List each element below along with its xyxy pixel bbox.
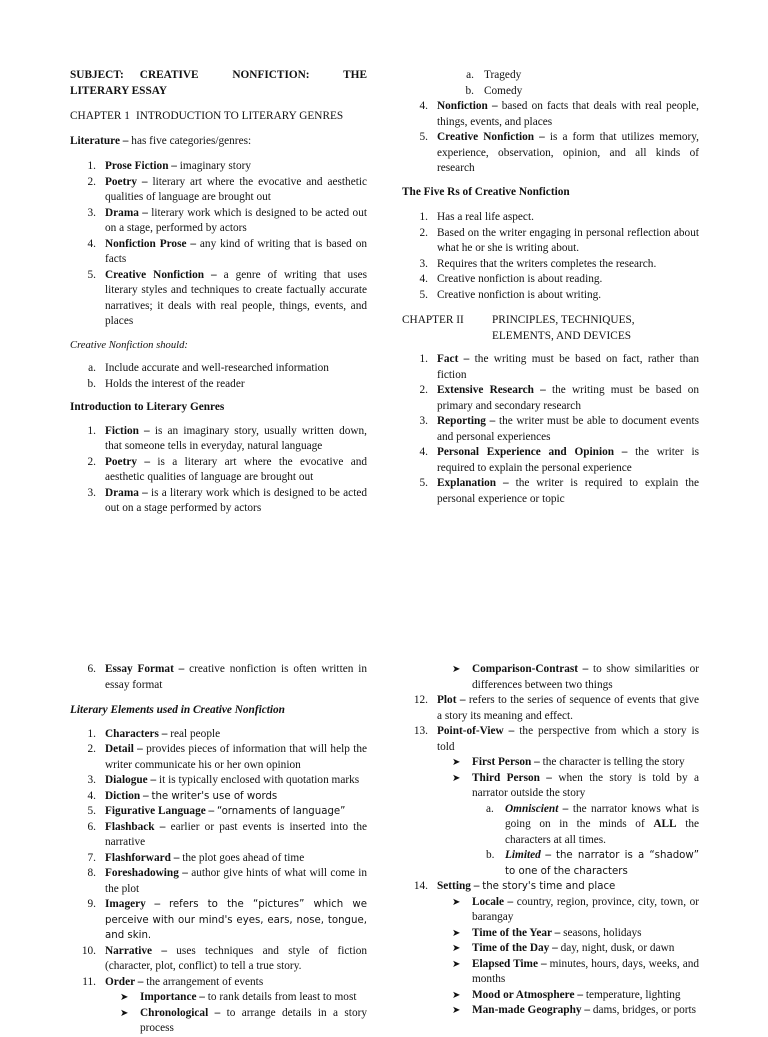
five-rs-list — [402, 210, 699, 303]
list-item: 2. Based on the writer engaging in personal reflection about what he or she is writing about. — [419, 226, 699, 254]
list-item: ➤ Time of the Year – seasons, holidays — [402, 926, 699, 942]
list-item: 3. Reporting – the writer must be able to document events and personal experiences — [419, 415, 699, 443]
arrow-bullet-icon: ➤ — [452, 664, 461, 675]
arrow-bullet-icon: ➤ — [452, 896, 461, 908]
list-item: 4. Personal Experience and Opinion – the writer is required to explain the personal experience — [419, 446, 699, 474]
list-item: a. Tragedy — [466, 69, 522, 81]
elements-list-cont — [402, 693, 699, 755]
setting-item — [402, 879, 699, 895]
list-item: 5. Explanation – the writer is required to explain the personal experience or topic — [419, 477, 699, 505]
list-item: 14. Setting – the story's time and place — [413, 880, 616, 892]
page2-right-column — [402, 662, 699, 1019]
intro-heading: Introduction to Literary Genres — [70, 401, 225, 413]
list-item: 6. Flashback – earlier or past events is inserted into the narrative — [87, 820, 367, 848]
genres-list — [70, 159, 367, 330]
list-item: 5. Creative Nonfiction – a genre of writing that uses literary styles and techniques to create factually accurate narratives; it deals with real people, things, events, and places — [87, 268, 368, 327]
list-item: 6. Essay Format – creative nonfiction is often written in essay format — [87, 663, 367, 691]
arrow-bullet-icon: ➤ — [452, 943, 461, 954]
list-item: ➤ Locale – country, region, province, city, town, or barangay — [452, 895, 699, 923]
list-item: b. Comedy — [465, 84, 523, 97]
document-page-2 — [0, 512, 768, 1034]
chapter1-heading: CHAPTER 1 INTRODUCTION TO LITERARY GENRES — [70, 110, 344, 122]
list-item: ➤ Third Person – when the story is told by a narrator outside the story — [452, 771, 700, 799]
list-item: 13. Point-of-View – the perspective from which a story is told — [413, 725, 699, 753]
list-item: 2. Detail – provides pieces of information that will help the writer communicate his or her own opinion — [87, 743, 367, 771]
list-item: 5. Figurative Language – “ornaments of language” — [87, 805, 346, 817]
list-item: b. Limited – the narrator is a “shadow” to one of the characters — [486, 849, 699, 877]
list-item: 9. Imagery – refers to the “pictures” which we perceive with our mind's eyes, ears, nose, tongue, and skin. — [87, 898, 367, 941]
list-item: 4. Diction – the writer's use of words — [87, 789, 278, 802]
list-item: ➤ Time of the Day – day, night, dusk, or dawn — [402, 941, 699, 957]
list-item: 1. Fact – the writing must be based on fact, rather than fiction — [419, 353, 699, 381]
list-item: 1. Fiction – is an imaginary story, usually written down, that someone tells in everyday, natural language — [87, 424, 367, 452]
principles-list-cont — [70, 662, 367, 693]
list-item: 8. Foreshadowing – author give hints of what will come in the plot — [87, 867, 367, 895]
order-sublist — [70, 990, 367, 1037]
subject-title: SUBJECT: CREATIVE NONFICTION: THE LITERARY ESSAY — [70, 69, 367, 97]
list-item: 11. Order – the arrangement of events — [82, 975, 264, 988]
setting-sublist — [402, 895, 699, 1019]
pov-sublist — [402, 755, 699, 802]
list-item: 3. Drama – is a literary work which is designed to be acted out on a stage performed by actors — [87, 486, 367, 514]
intro-list — [70, 424, 367, 517]
arrow-bullet-icon: ➤ — [120, 992, 129, 1003]
list-item: ➤ Mood or Atmosphere – temperature, lighting — [402, 988, 699, 1004]
list-item: 1. Prose Fiction – imaginary story — [87, 160, 251, 172]
list-item: 5. Creative nonfiction is about writing. — [419, 288, 602, 301]
list-item: 1. Has a real life aspect. — [419, 211, 534, 223]
elements-list — [70, 727, 367, 991]
list-item: ➤ Man-made Geography – dams, bridges, or ports — [402, 1003, 699, 1019]
list-item: b. Holds the interest of the reader — [87, 377, 245, 390]
order-sublist-cont — [402, 662, 699, 693]
list-item: 1. Characters – real people — [87, 727, 221, 740]
list-item: ➤ First Person – the character is telling the story — [402, 755, 699, 771]
should-label: Creative Nonfiction should: — [70, 339, 188, 351]
elements-heading: Literary Elements used in Creative Nonfiction — [70, 704, 285, 716]
list-item: 2. Poetry – is a literary art where the evocative and aesthetic qualities of language are brought out — [87, 455, 368, 483]
list-item: a. Include accurate and well-researched information — [88, 362, 329, 374]
literature-definition: Literature – has five categories/genres: — [70, 134, 252, 147]
list-item: ➤ Comparison-Contrast – to show similarities or differences between two things — [452, 663, 699, 691]
list-item: ➤ Chronological – to arrange details in a story process — [120, 1006, 367, 1034]
list-item: 7. Flashforward – the plot goes ahead of time — [87, 851, 305, 864]
principles-list — [402, 352, 699, 507]
arrow-bullet-icon: ➤ — [120, 1007, 129, 1019]
intro-list-cont — [402, 99, 699, 177]
list-item: 4. Creative nonfiction is about reading. — [419, 273, 603, 285]
chapter2-heading: CHAPTER II PRINCIPLES, TECHNIQUES, ELEMENTS, AND DEVICES — [402, 314, 635, 342]
list-item: 3. Drama – literary work which is designed to be acted out on a stage, performed by actors — [87, 206, 367, 234]
list-item: 3. Requires that the writers completes the research. — [419, 257, 657, 270]
drama-types-list — [402, 68, 699, 99]
list-item: 4. Nonfiction Prose – any kind of writing that is based on facts — [87, 237, 368, 265]
page2-left-column — [70, 662, 367, 1037]
list-item: 3. Dialogue – it is typically enclosed with quotation marks — [87, 774, 360, 786]
arrow-bullet-icon: ➤ — [452, 927, 461, 939]
arrow-bullet-icon: ➤ — [452, 958, 461, 970]
should-list — [70, 361, 367, 392]
list-item: 5. Creative Nonfiction – is a form that utilizes memory, experience, observation, opinion, and all kinds of research — [419, 131, 700, 174]
list-item: ➤ Importance – to rank details from least to most — [70, 990, 367, 1006]
arrow-bullet-icon: ➤ — [452, 757, 461, 768]
third-person-sublist — [402, 802, 699, 880]
list-item: a. Omniscient – the narrator knows what is going on in the minds of ALL the characters at all times. — [486, 802, 700, 846]
list-item: 2. Extensive Research – the writing must be based on primary and secondary research — [419, 384, 699, 412]
page1-right-column — [402, 68, 699, 515]
list-item: ➤ Elapsed Time – minutes, hours, days, weeks, and months — [452, 957, 700, 985]
five-rs-heading: The Five Rs of Creative Nonfiction — [402, 185, 570, 198]
list-item: 2. Poetry – literary art where the evocative and aesthetic qualities of language are brought out — [87, 175, 368, 203]
list-item: 4. Nonfiction – based on facts that deals with real people, things, events, and places — [419, 100, 700, 128]
arrow-bullet-icon: ➤ — [452, 772, 461, 784]
arrow-bullet-icon: ➤ — [452, 1005, 461, 1016]
arrow-bullet-icon: ➤ — [452, 989, 461, 1001]
document-page-1 — [0, 0, 768, 512]
list-item: 10. Narrative – uses techniques and style of fiction (character, plot, conflict) to tell a true story. — [81, 944, 368, 972]
page1-left-column — [70, 68, 367, 525]
list-item: 12. Plot – refers to the series of sequence of events that give a story its meaning and effect. — [413, 694, 699, 722]
